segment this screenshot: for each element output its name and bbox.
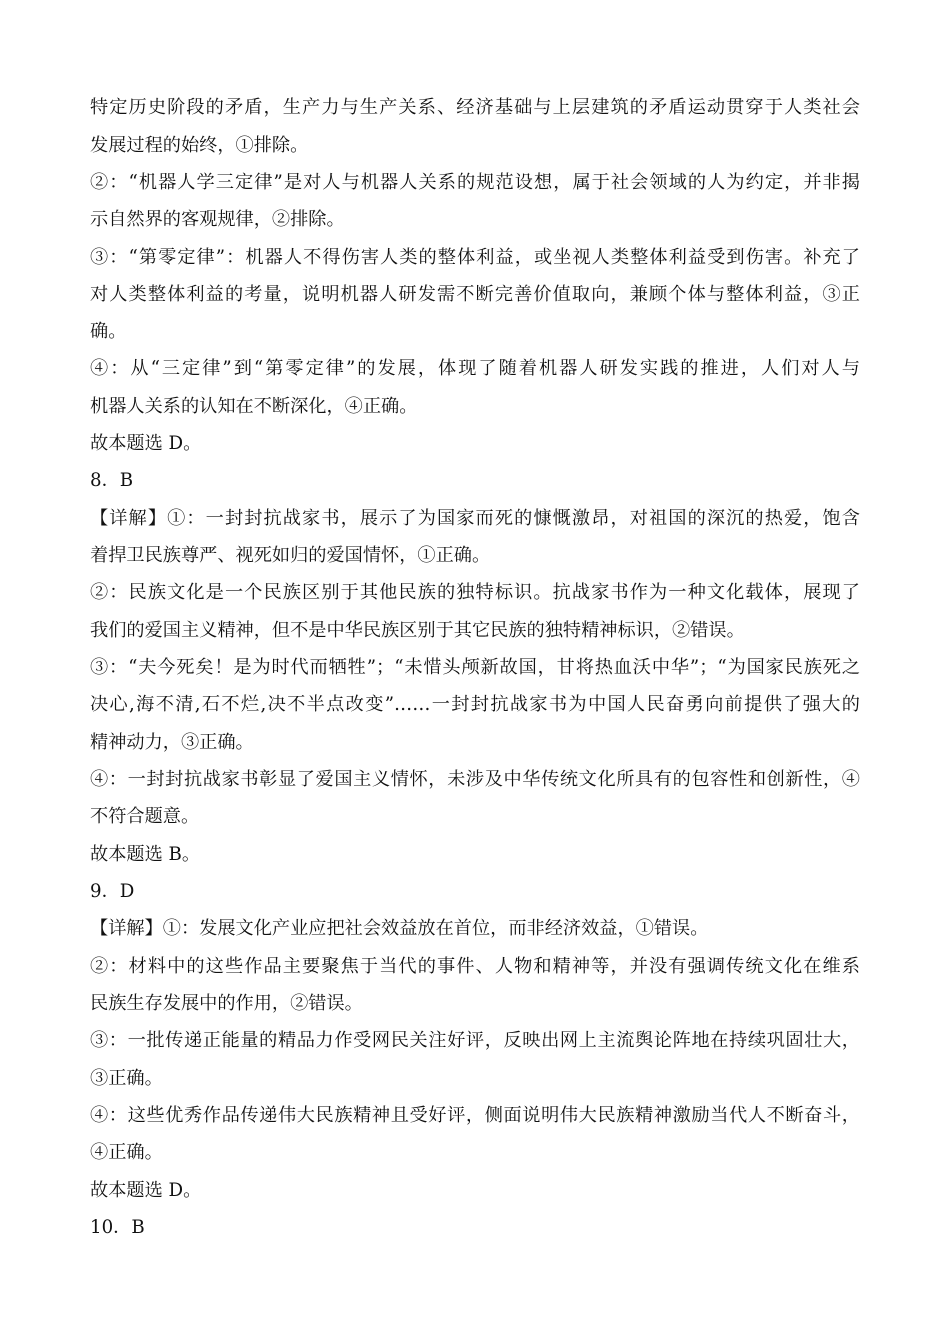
text-line: 精神动力，③正确。 bbox=[90, 732, 254, 753]
text-line: 决心,海不清,石不烂,决不半点改变”……一封封抗战家书为中国人民奋勇向前提供了强大的 bbox=[90, 694, 860, 715]
text-line: 【详解】①：发展文化产业应把社会效益放在首位，而非经济效益，①错误。 bbox=[90, 918, 709, 939]
text-line: 着捍卫民族尊严、视死如归的爱国情怀，①正确。 bbox=[90, 545, 491, 566]
text-line: ③：“第零定律”：机器人不得伤害人类的整体利益，或坐视人类整体利益受到伤害。补充了 bbox=[90, 247, 860, 268]
text-line: 确。 bbox=[90, 321, 127, 342]
text-line: 特定历史阶段的矛盾，生产力与生产关系、经济基础与上层建筑的矛盾运动贯穿于人类社会 bbox=[90, 97, 860, 118]
text-line: 民族生存发展中的作用，②错误。 bbox=[90, 993, 363, 1014]
text-line: 示自然界的客观规律，②排除。 bbox=[90, 209, 345, 230]
text-line: ②：材料中的这些作品主要聚焦于当代的事件、人物和精神等，并没有强调传统文化在维系 bbox=[90, 956, 860, 977]
text-line: 【详解】①：一封封抗战家书，展示了为国家而死的慷慨激昂，对祖国的深沉的热爱，饱含 bbox=[90, 508, 860, 529]
text-line: 对人类整体利益的考量，说明机器人研发需不断完善价值取向，兼顾个体与整体利益，③正 bbox=[90, 284, 860, 305]
text-line: ③：一批传递正能量的精品力作受网民关注好评，反映出网上主流舆论阵地在持续巩固壮大， bbox=[90, 1030, 860, 1051]
text-line: 故本题选 B。 bbox=[90, 844, 201, 865]
text-line: ④正确。 bbox=[90, 1142, 163, 1163]
text-line: 机器人关系的认知在不断深化，④正确。 bbox=[90, 396, 418, 417]
text-line: ④：一封封抗战家书彰显了爱国主义情怀，未涉及中华传统文化所具有的包容性和创新性，④ bbox=[90, 769, 860, 790]
text-line: 我们的爱国主义精神，但不是中华民族区别于其它民族的独特精神标识，②错误。 bbox=[90, 620, 745, 641]
text-line: 发展过程的始终，①排除。 bbox=[90, 135, 309, 156]
text-line: ②：“机器人学三定律”是对人与机器人关系的规范设想，属于社会领域的人为约定，并非揭 bbox=[90, 172, 860, 193]
text-line: ③正确。 bbox=[90, 1068, 163, 1089]
text-line: 故本题选 D。 bbox=[90, 433, 202, 454]
text-line: ④：从“三定律”到“第零定律”的发展，体现了随着机器人研发实践的推进，人们对人与 bbox=[90, 358, 860, 379]
text-line: 不符合题意。 bbox=[90, 806, 200, 827]
text-line: 故本题选 D。 bbox=[90, 1180, 202, 1201]
text-line: ③：“夫今死矣！是为时代而牺牲”；“未惜头颅新故国，甘将热血沃中华”；“为国家民族死之 bbox=[90, 657, 860, 678]
text-line: ②：民族文化是一个民族区别于其他民族的独特标识。抗战家书作为一种文化载体，展现了 bbox=[90, 582, 860, 603]
question-number: 10．B bbox=[90, 1217, 145, 1238]
question-number: 8．B bbox=[90, 470, 134, 491]
question-number: 9．D bbox=[90, 881, 135, 902]
text-line: ④：这些优秀作品传递伟大民族精神且受好评，侧面说明伟大民族精神激励当代人不断奋斗， bbox=[90, 1105, 860, 1126]
